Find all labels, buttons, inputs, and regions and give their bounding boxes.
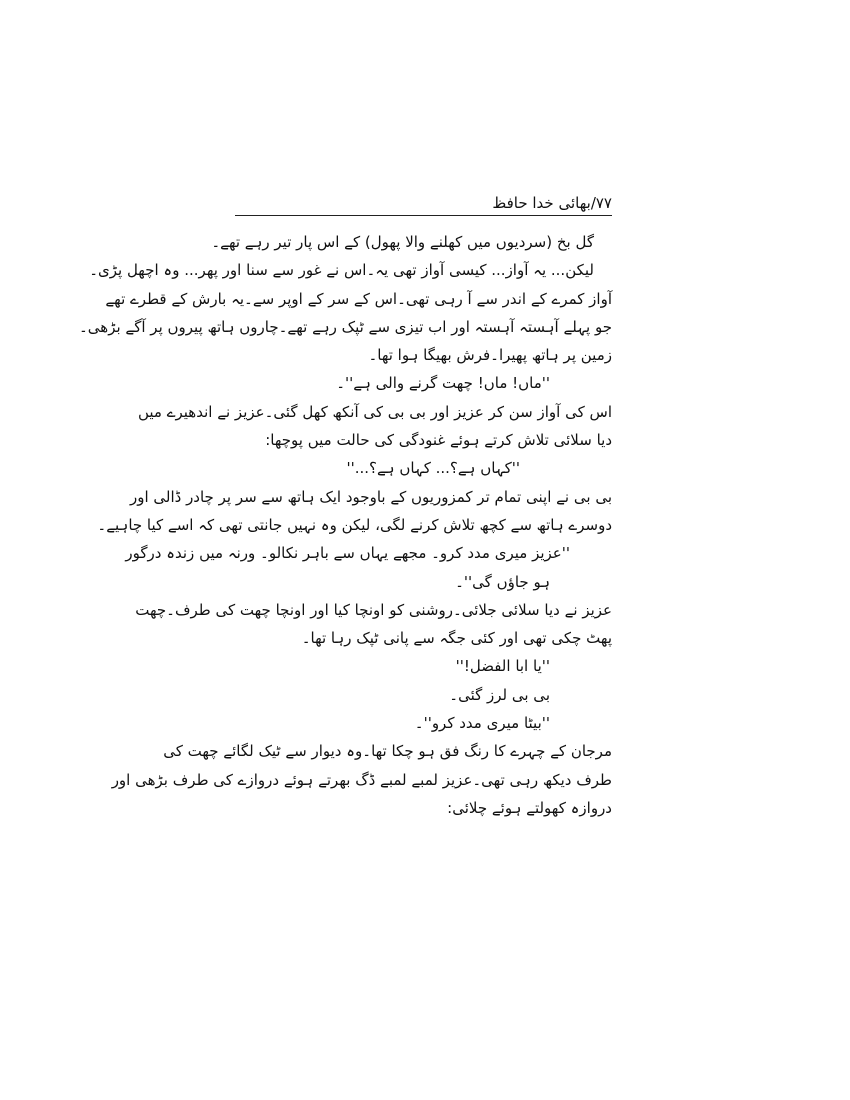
text-line: ہو جاؤں گی''۔ [455,572,550,591]
running-title: ۷۷/بھائی خدا حافظ [492,194,612,212]
text-line: دیا سلائی تلاش کرتے ہوئے غنودگی کی حالت میں پوچھا: [265,431,612,450]
text-line: دروازہ کھولتے ہوئے چلائی: [447,798,612,817]
text-line: پھٹ چکی تھی اور کئی جگہ سے پانی ٹپک رہا تھا۔ [301,629,612,648]
text-line: ''عزیز میری مدد کرو۔ مجھے یہاں سے باہر نکالو۔ ورنہ میں زندہ درگور [125,544,570,563]
text-line: عزیز نے دیا سلائی جلائی۔روشنی کو اونچا کیا اور اونچا چھت کی طرف۔چھت [135,600,612,619]
text-line: بی بی لرز گئی۔ [449,685,550,704]
text-line: ''یا ابا الفضل!'' [455,657,550,676]
text-line: مرجان کے چہرے کا رنگ فق ہو چکا تھا۔وہ دیوار سے ٹیک لگائے چھت کی [163,742,612,761]
text-line: طرف دیکھ رہی تھی۔عزیز لمبے لمبے ڈگ بھرتے ہوئے دروازے کی طرف بڑھی اور [111,770,612,789]
text-line: ''ماں! ماں! چھت گرنے والی ہے''۔ [336,374,550,393]
body-text [79,228,612,822]
text-line: گل بخ (سردیوں میں کھلنے والا پھول) کے اس پار تیر رہے تھے۔ [211,233,594,251]
text-line: بی بی نے اپنی تمام تر کمزوریوں کے باوجود ایک ہاتھ سے سر پر چادر ڈالی اور [129,487,612,506]
text-line: ''بیٹا میری مدد کرو''۔ [414,714,550,733]
text-line: جو پہلے آہستہ آہستہ اور اب تیزی سے ٹپک رہے تھے۔چاروں ہاتھ پیروں پر آگے بڑھی۔ [79,317,612,336]
text-line: زمین پر ہاتھ پھیرا۔فرش بھیگا ہوا تھا۔ [368,346,612,365]
text-line: آواز کمرے کے اندر سے آ رہی تھی۔اس کے سر کے اوپر سے۔یہ بارش کے قطرے تھے [105,289,612,308]
header-rule [235,215,612,216]
text-line: لیکن... یہ آواز... کیسی آواز تھی یہ۔اس نے غور سے سنا اور پھر... وہ اچھل پڑی۔ [89,261,594,280]
text-line: ''کہاں ہے؟... کہاں ہے؟...'' [346,459,520,478]
text-line: اس کی آواز سن کر عزیز اور بی بی کی آنکھ کھل گئی۔عزیز نے اندھیرے میں [137,402,612,421]
text-line: دوسرے ہاتھ سے کچھ تلاش کرنے لگی، لیکن وہ نہیں جانتی تھی کہ اسے کیا چاہیے۔ [97,515,612,534]
